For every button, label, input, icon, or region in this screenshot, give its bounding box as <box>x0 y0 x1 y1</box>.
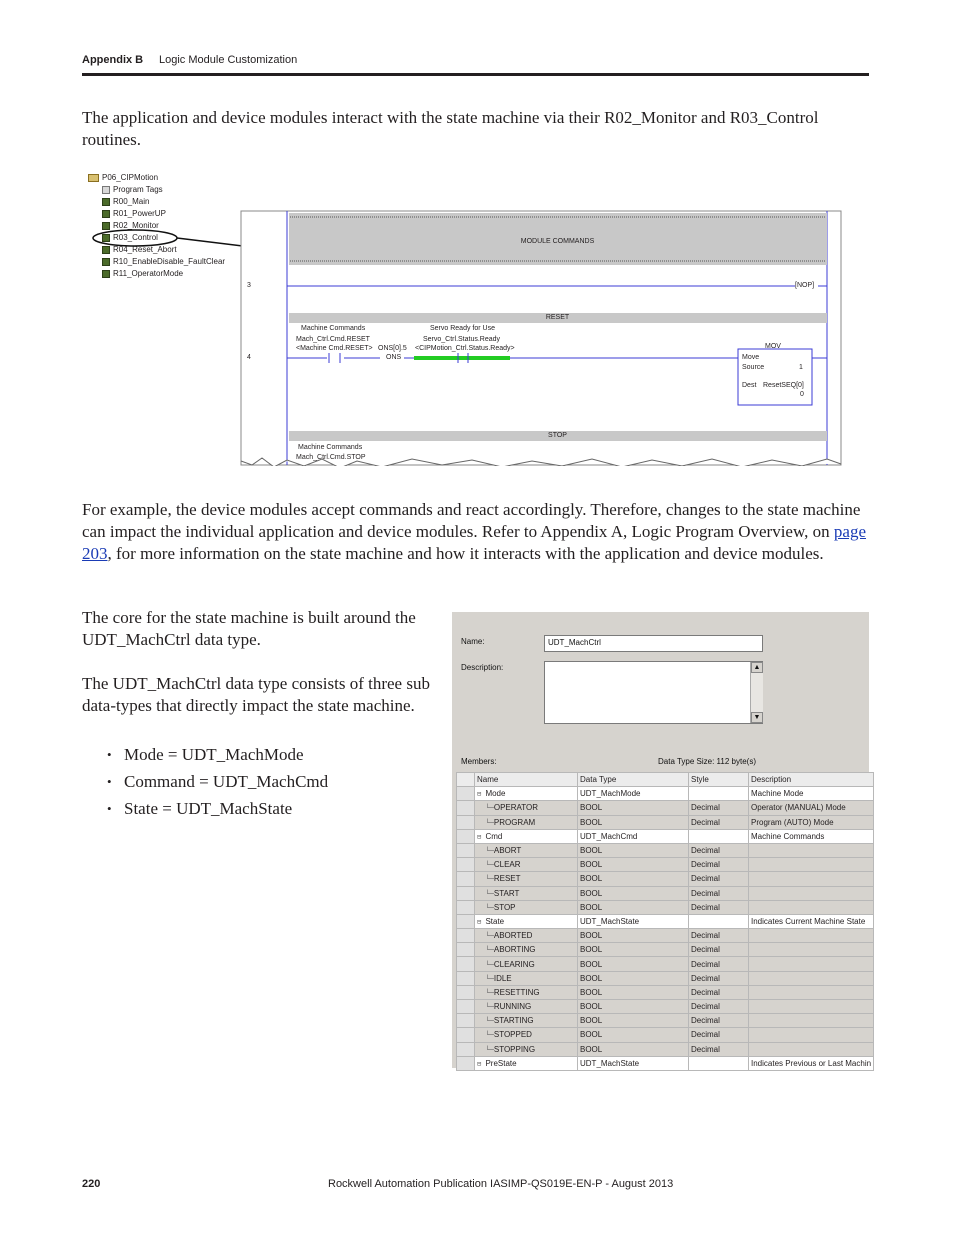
member-style-cell <box>689 914 749 928</box>
tree-branch-icon: └─ <box>477 1003 494 1012</box>
table-row[interactable] <box>457 1056 874 1070</box>
header-section: Appendix B <box>82 54 144 66</box>
member-type-cell <box>578 943 689 957</box>
row-selector[interactable] <box>457 787 475 801</box>
highlight-ellipse <box>93 230 177 246</box>
member-name-cell-text: STARTING <box>493 1016 534 1026</box>
tree-branch-icon: └─ <box>477 932 494 941</box>
mov-source-label: Source <box>742 364 765 371</box>
row-selector[interactable] <box>457 1014 475 1028</box>
mov-dest-tag: ResetSEQ[0] <box>763 382 804 389</box>
table-row[interactable] <box>457 957 874 971</box>
member-type-cell <box>578 1014 689 1028</box>
tree-branch-icon: └─ <box>477 818 494 827</box>
member-style-cell <box>689 929 749 943</box>
list-item: • Command = UDT_MachCmd <box>82 771 434 798</box>
member-style-cell-text: Decimal <box>691 874 720 884</box>
table-row[interactable] <box>457 787 874 801</box>
member-type-cell <box>578 1000 689 1014</box>
member-name-cell-text: IDLE <box>493 973 512 983</box>
tree-branch-icon: └─ <box>477 875 494 884</box>
tree-item-program-tags[interactable]: Program Tags <box>102 184 163 196</box>
member-name-cell <box>475 971 578 985</box>
member-name-cell <box>475 957 578 971</box>
table-row[interactable] <box>457 943 874 957</box>
member-type-cell-text: BOOL <box>580 902 603 912</box>
member-name-cell-text: ABORT <box>493 846 522 856</box>
row-selector[interactable] <box>457 971 475 985</box>
member-style-cell-text: Decimal <box>691 803 720 813</box>
member-name-cell <box>475 1014 578 1028</box>
row-selector[interactable] <box>457 1000 475 1014</box>
member-type-cell <box>578 886 689 900</box>
table-row[interactable] <box>457 900 874 914</box>
member-name-cell <box>475 1042 578 1056</box>
row-selector[interactable] <box>457 829 475 843</box>
member-type-cell-text: BOOL <box>580 817 603 827</box>
member-style-cell <box>689 801 749 815</box>
member-name-cell <box>475 1028 578 1042</box>
member-style-cell <box>689 1042 749 1056</box>
row-selector[interactable] <box>457 943 475 957</box>
row-selector[interactable] <box>457 929 475 943</box>
member-name-cell <box>475 914 578 928</box>
member-style-cell <box>689 872 749 886</box>
member-type-cell <box>578 843 689 857</box>
tree-branch-icon: └─ <box>477 1017 494 1026</box>
member-style-cell <box>689 843 749 857</box>
servo-ready-comment: Servo Ready for Use <box>430 325 495 332</box>
core-paragraph: The core for the state machine is built around the UDT_MachCtrl data type. <box>82 608 416 649</box>
tree-branch-icon: └─ <box>477 988 494 997</box>
reset-band-label: RESET <box>545 314 570 321</box>
member-desc-cell <box>749 815 874 829</box>
member-style-cell <box>689 1000 749 1014</box>
page-203-link[interactable]: page 203 <box>82 522 866 563</box>
member-style-cell <box>689 957 749 971</box>
data-type-size: Data Type Size: 112 byte(s) <box>658 757 756 766</box>
tree-branch-icon: └─ <box>477 946 494 955</box>
member-name-cell-text: PreState <box>485 1058 517 1068</box>
table-row[interactable] <box>457 1028 874 1042</box>
member-type-cell-text: BOOL <box>580 874 603 884</box>
module-commands-label: MODULE COMMANDS <box>520 238 595 245</box>
member-desc-cell-text: Machine Mode <box>751 789 804 799</box>
member-type-cell <box>578 1056 689 1070</box>
member-name-cell-text: ABORTING <box>493 945 536 955</box>
member-type-cell-text: UDT_MachState <box>580 916 640 926</box>
tree-branch-icon: └─ <box>477 804 494 813</box>
member-style-cell-text: Decimal <box>691 888 720 898</box>
member-name-cell <box>475 787 578 801</box>
table-row[interactable] <box>457 914 874 928</box>
member-style-cell-text: Decimal <box>691 1002 720 1012</box>
mov-dest-label: Dest <box>742 382 757 389</box>
table-row[interactable] <box>457 872 874 886</box>
member-name-cell <box>475 1000 578 1014</box>
tree-item-routine[interactable]: R04_Reset_Abort <box>102 244 177 256</box>
member-desc-cell <box>749 1000 874 1014</box>
row-selector[interactable] <box>457 957 475 971</box>
tree-item-routine[interactable]: R00_Main <box>102 196 149 208</box>
member-style-cell <box>689 815 749 829</box>
member-type-cell <box>578 929 689 943</box>
member-style-cell-text: Decimal <box>691 973 720 983</box>
subtype-list <box>82 744 434 825</box>
row-selector[interactable] <box>457 815 475 829</box>
table-row[interactable] <box>457 971 874 985</box>
member-desc-cell <box>749 801 874 815</box>
member-name-cell <box>475 886 578 900</box>
member-type-cell-text: BOOL <box>580 1016 603 1026</box>
mov-instruction-title: MOV <box>765 343 781 350</box>
column-header-data-type[interactable]: Data Type <box>578 773 689 787</box>
member-type-cell <box>578 872 689 886</box>
member-name-cell <box>475 900 578 914</box>
member-name-cell <box>475 929 578 943</box>
member-name-cell-text: RESETTING <box>493 987 540 997</box>
member-desc-cell <box>749 886 874 900</box>
name-input[interactable]: UDT_MachCtrl <box>544 635 763 652</box>
member-name-cell <box>475 858 578 872</box>
member-name-cell-text: STOP <box>493 902 516 912</box>
member-style-cell <box>689 943 749 957</box>
tree-branch-icon: └─ <box>477 974 494 983</box>
expand-collapse-icon[interactable]: ⊟ <box>477 1059 486 1068</box>
members-label: Members: <box>461 757 497 766</box>
servo-alias: <CIPMotion_Ctrl.Status.Ready> <box>415 345 515 352</box>
table-row[interactable] <box>457 1042 874 1056</box>
member-type-cell <box>578 815 689 829</box>
member-type-cell <box>578 985 689 999</box>
machine-commands-comment-2: Machine Commands <box>298 444 363 451</box>
tree-item-routine[interactable]: R02_Monitor <box>102 220 159 232</box>
member-desc-cell-text: Indicates Previous or Last Machin <box>751 1058 872 1068</box>
member-name-cell <box>475 943 578 957</box>
expand-collapse-icon[interactable]: ⊟ <box>477 832 486 841</box>
member-name-cell <box>475 985 578 999</box>
member-name-cell <box>475 843 578 857</box>
intro-paragraph: The application and device modules interact with the state machine via their R02_Monitor and R03_Control routines. <box>82 108 819 149</box>
column-header-description[interactable]: Description <box>749 773 874 787</box>
member-type-cell-text: BOOL <box>580 959 603 969</box>
member-name-cell-text: CLEARING <box>493 959 535 969</box>
member-desc-cell <box>749 858 874 872</box>
member-style-cell-text: Decimal <box>691 902 720 912</box>
row-selector[interactable] <box>457 914 475 928</box>
table-row[interactable] <box>457 858 874 872</box>
member-style-cell-text: Decimal <box>691 987 720 997</box>
member-desc-cell-text: Machine Commands <box>751 831 825 841</box>
member-style-cell <box>689 1014 749 1028</box>
member-type-cell-text: BOOL <box>580 945 603 955</box>
member-type-cell-text: BOOL <box>580 846 603 856</box>
member-name-cell-text: Mode <box>485 789 506 799</box>
table-row[interactable] <box>457 1014 874 1028</box>
member-desc-cell-text: Operator (MANUAL) Mode <box>751 803 846 813</box>
member-type-cell-text: UDT_MachState <box>580 1058 640 1068</box>
member-type-cell <box>578 914 689 928</box>
tree-branch-icon: └─ <box>477 889 494 898</box>
member-name-cell <box>475 1056 578 1070</box>
member-type-cell <box>578 971 689 985</box>
publication-info: Rockwell Automation Publication IASIMP-QS019E-EN-P - August 2013 <box>328 1178 674 1190</box>
member-style-cell-text: Decimal <box>691 945 720 955</box>
member-desc-cell <box>749 1014 874 1028</box>
member-type-cell-text: BOOL <box>580 973 603 983</box>
servo-tag: Servo_Ctrl.Status.Ready <box>423 336 501 343</box>
tree-item-program[interactable]: P06_CIPMotion <box>88 172 158 184</box>
member-type-cell <box>578 801 689 815</box>
scroll-down-icon[interactable]: ▼ <box>751 712 763 723</box>
member-name-cell-text: State <box>485 916 505 926</box>
reset-alias: <Machine Cmd.RESET> <box>296 345 373 352</box>
member-desc-cell <box>749 872 874 886</box>
member-name-cell-text: STOPPING <box>493 1044 536 1054</box>
expand-collapse-icon[interactable]: ⊟ <box>477 790 486 799</box>
tree-item-routine[interactable]: R01_PowerUP <box>102 208 166 220</box>
row-header-corner <box>457 773 475 787</box>
member-style-cell-text: Decimal <box>691 1030 720 1040</box>
rung-number-4: 4 <box>247 354 251 361</box>
member-style-cell-text: Decimal <box>691 1044 720 1054</box>
row-selector[interactable] <box>457 872 475 886</box>
row-selector[interactable] <box>457 858 475 872</box>
member-desc-cell <box>749 971 874 985</box>
member-name-cell-text: Cmd <box>485 831 503 841</box>
member-desc-cell <box>749 787 874 801</box>
member-type-cell-text: UDT_MachCmd <box>580 831 638 841</box>
member-type-cell <box>578 957 689 971</box>
mov-move-label: Move <box>742 354 760 361</box>
list-item: • Mode = UDT_MachMode <box>82 744 434 771</box>
description-scrollbar[interactable] <box>750 662 763 723</box>
tree-branch-icon: └─ <box>477 1045 494 1054</box>
member-desc-cell-text: Indicates Current Machine State <box>751 916 866 926</box>
table-row[interactable] <box>457 886 874 900</box>
member-desc-cell <box>749 829 874 843</box>
member-style-cell-text: Decimal <box>691 817 720 827</box>
row-selector[interactable] <box>457 1042 475 1056</box>
member-style-cell <box>689 858 749 872</box>
row-selector[interactable] <box>457 1028 475 1042</box>
member-type-cell-text: BOOL <box>580 860 603 870</box>
member-name-cell-text: PROGRAM <box>493 817 536 827</box>
row-selector[interactable] <box>457 900 475 914</box>
row-selector[interactable] <box>457 801 475 815</box>
description-textarea[interactable] <box>544 661 763 724</box>
member-name-cell-text: OPERATOR <box>493 803 539 813</box>
stop-tag: Mach_Ctrl.Cmd.STOP <box>296 454 366 461</box>
member-name-cell-text: START <box>493 888 520 898</box>
tree-item-routine[interactable]: R10_EnableDisable_FaultClear <box>102 256 225 268</box>
tree-branch-icon: └─ <box>477 847 494 856</box>
member-type-cell-text: BOOL <box>580 1030 603 1040</box>
mov-dest-value: 0 <box>800 391 804 398</box>
table-row[interactable] <box>457 829 874 843</box>
member-style-cell-text: Decimal <box>691 1016 720 1026</box>
tree-branch-icon: └─ <box>477 960 494 969</box>
member-style-cell-text: Decimal <box>691 931 720 941</box>
tree-branch-icon: └─ <box>477 903 494 912</box>
member-desc-cell <box>749 943 874 957</box>
list-item: • State = UDT_MachState <box>82 798 434 825</box>
subtypes-paragraph: The UDT_MachCtrl data type consists of three sub data-types that directly impact the state machine. <box>82 674 430 715</box>
column-header-name[interactable]: Name <box>475 773 578 787</box>
ons-instruction: ONS <box>386 354 402 361</box>
member-style-cell <box>689 1056 749 1070</box>
member-style-cell <box>689 900 749 914</box>
nop-instruction: [NOP] <box>795 282 815 289</box>
page-number: 220 <box>82 1178 101 1190</box>
tree-branch-icon: └─ <box>477 861 494 870</box>
scroll-up-icon[interactable]: ▲ <box>751 662 763 673</box>
member-desc-cell <box>749 1056 874 1070</box>
member-name-cell-text: ABORTED <box>493 931 533 941</box>
member-type-cell-text: BOOL <box>580 888 603 898</box>
tree-item-routine[interactable]: R11_OperatorMode <box>102 268 183 280</box>
member-style-cell <box>689 1028 749 1042</box>
machine-commands-comment: Machine Commands <box>301 325 366 332</box>
member-type-cell-text: BOOL <box>580 931 603 941</box>
example-paragraph: For example, the device modules accept commands and react accordingly. Therefore, changes to the state machine can impact the individual application and device modules. Refer to Appendix A, Logic Program Overview, on page 203, for more information on the state machine and how it interacts with the application and device modules. <box>82 500 866 563</box>
table-row[interactable] <box>457 815 874 829</box>
member-style-cell <box>689 829 749 843</box>
row-selector[interactable] <box>457 843 475 857</box>
expand-collapse-icon[interactable]: ⊟ <box>477 917 486 926</box>
member-style-cell <box>689 985 749 999</box>
member-desc-cell-text: Program (AUTO) Mode <box>751 817 834 827</box>
member-desc-cell <box>749 914 874 928</box>
name-label: Name: <box>461 637 485 646</box>
table-row[interactable] <box>457 985 874 999</box>
member-style-cell-text: Decimal <box>691 860 720 870</box>
member-desc-cell <box>749 1042 874 1056</box>
reset-tag: Mach_Ctrl.Cmd.RESET <box>296 336 370 343</box>
member-type-cell-text: UDT_MachMode <box>580 789 641 799</box>
tree-item-routine-selected[interactable]: R03_Control <box>102 232 158 244</box>
column-header-style[interactable]: Style <box>689 773 749 787</box>
member-type-cell <box>578 858 689 872</box>
member-name-cell-text: RUNNING <box>493 1002 532 1012</box>
member-name-cell <box>475 829 578 843</box>
member-style-cell-text: Decimal <box>691 846 720 856</box>
member-name-cell <box>475 872 578 886</box>
member-name-cell <box>475 801 578 815</box>
member-style-cell <box>689 971 749 985</box>
member-type-cell <box>578 1028 689 1042</box>
tree-branch-icon: └─ <box>477 1031 494 1040</box>
table-row[interactable] <box>457 843 874 857</box>
mov-source-value: 1 <box>799 364 803 371</box>
member-desc-cell <box>749 985 874 999</box>
row-selector[interactable] <box>457 886 475 900</box>
member-desc-cell <box>749 843 874 857</box>
member-type-cell <box>578 787 689 801</box>
row-selector[interactable] <box>457 1056 475 1070</box>
member-desc-cell <box>749 1028 874 1042</box>
member-style-cell <box>689 787 749 801</box>
member-name-cell-text: STOPPED <box>493 1030 532 1040</box>
members-table <box>456 772 874 1071</box>
member-type-cell-text: BOOL <box>580 803 603 813</box>
rung-number-3: 3 <box>247 282 251 289</box>
table-row[interactable] <box>457 929 874 943</box>
member-style-cell <box>689 886 749 900</box>
member-style-cell-text: Decimal <box>691 959 720 969</box>
table-row[interactable] <box>457 801 874 815</box>
header-rule <box>82 73 869 76</box>
member-type-cell <box>578 829 689 843</box>
description-label: Description: <box>461 663 504 672</box>
table-row[interactable] <box>457 1000 874 1014</box>
member-type-cell-text: BOOL <box>580 987 603 997</box>
member-name-cell-text: CLEAR <box>493 860 521 870</box>
stop-band-label: STOP <box>548 432 567 439</box>
member-desc-cell <box>749 929 874 943</box>
member-name-cell-text: RESET <box>493 874 521 884</box>
member-desc-cell <box>749 957 874 971</box>
member-type-cell-text: BOOL <box>580 1002 603 1012</box>
member-type-cell <box>578 900 689 914</box>
member-name-cell <box>475 815 578 829</box>
member-desc-cell <box>749 900 874 914</box>
member-type-cell <box>578 1042 689 1056</box>
row-selector[interactable] <box>457 985 475 999</box>
member-type-cell-text: BOOL <box>580 1044 603 1054</box>
ons-tag: ONS[0].5 <box>378 345 407 352</box>
header-title: Logic Module Customization <box>159 54 298 66</box>
